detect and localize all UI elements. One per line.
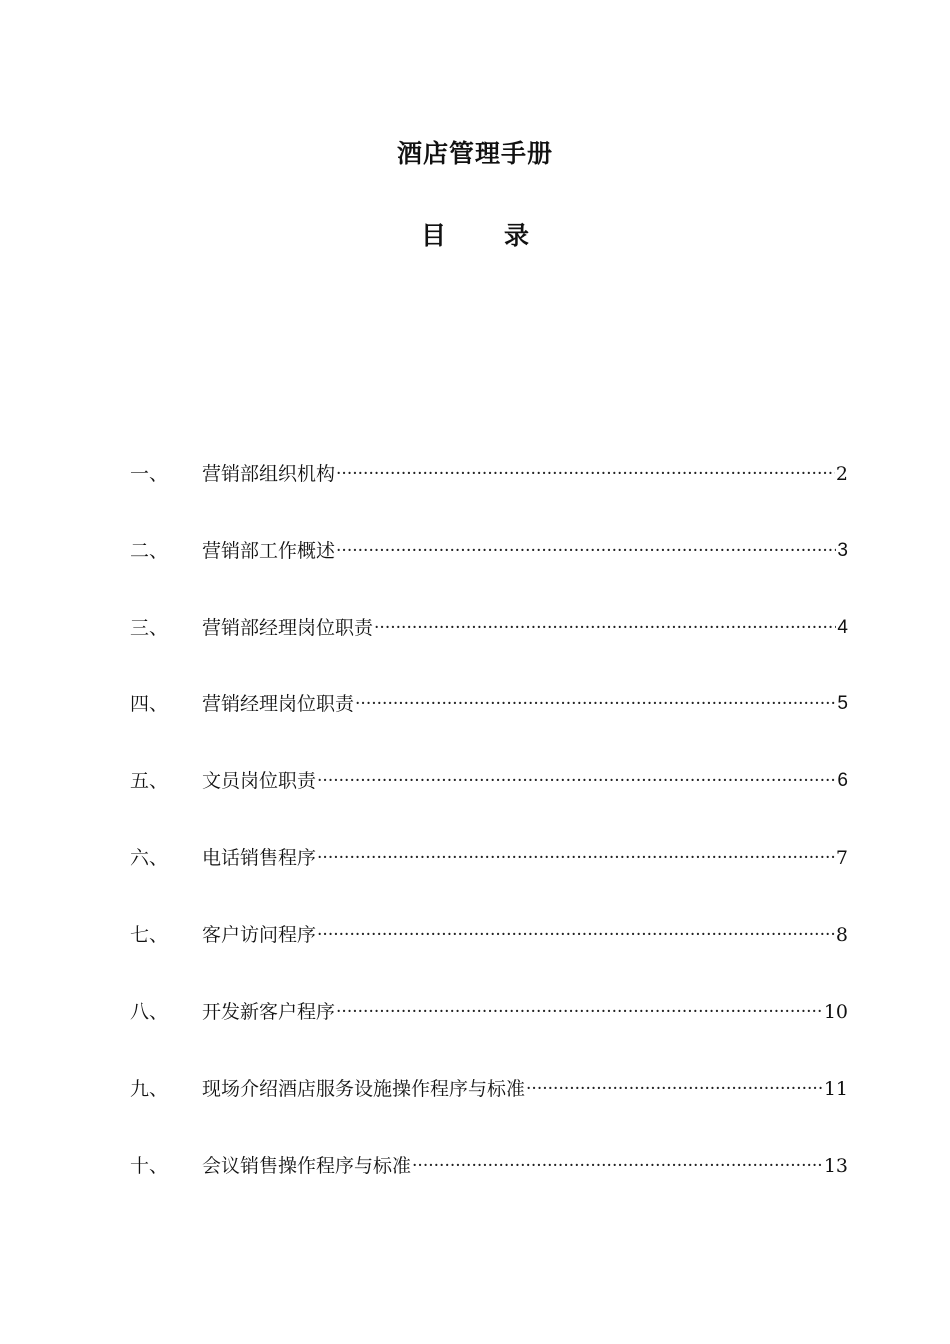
- toc-heading-right: 录: [504, 221, 530, 250]
- toc-leader-dots: [336, 999, 823, 1025]
- toc-leader-dots: [317, 922, 835, 948]
- toc-entry-number: 一、: [130, 463, 169, 485]
- toc-entry[interactable]: [130, 1076, 848, 1102]
- toc-heading: [0, 216, 950, 252]
- toc-entry-page: 7: [835, 847, 848, 869]
- toc-leader-dots: [374, 615, 836, 641]
- toc-entry-number: 七、: [130, 924, 169, 946]
- toc-entry-page: 3: [837, 540, 848, 561]
- toc-entry-page: 2: [835, 463, 848, 485]
- toc-leader-dots: [412, 1153, 823, 1179]
- toc-entry[interactable]: [130, 461, 848, 487]
- toc-entry-page: 4: [837, 617, 848, 638]
- toc-entry[interactable]: [130, 615, 848, 641]
- toc-leader-dots: [336, 461, 835, 487]
- toc-entry-number: 八、: [130, 1001, 169, 1023]
- toc-entry-number: 六、: [130, 847, 169, 869]
- toc-entry[interactable]: [130, 538, 848, 564]
- toc-entry-page: 6: [837, 770, 848, 791]
- document-title: 酒店管理手册: [396, 139, 553, 168]
- toc-entry-page: 5: [837, 693, 848, 714]
- toc-entry-number: 五、: [130, 770, 169, 792]
- toc-entry-number: 四、: [130, 693, 169, 715]
- toc-entry[interactable]: [130, 845, 848, 871]
- toc-entry-page: 11: [823, 1078, 848, 1100]
- toc-entry[interactable]: [130, 768, 848, 794]
- toc-entry-title: 客户访问程序: [202, 924, 317, 946]
- toc-entry-title: 文员岗位职责: [202, 770, 317, 792]
- toc-entry-number: 九、: [130, 1078, 169, 1100]
- toc-entry-number: 三、: [130, 617, 169, 639]
- toc-entry-title: 电话销售程序: [202, 847, 317, 869]
- toc-entry[interactable]: [130, 999, 848, 1025]
- toc-entry-page: 10: [823, 1001, 848, 1023]
- toc-entry-number: 二、: [130, 540, 169, 562]
- toc-entry-title: 营销部工作概述: [202, 540, 336, 562]
- toc-entry-page: 13: [823, 1155, 848, 1177]
- toc-leader-dots: [355, 691, 836, 717]
- toc-leader-dots: [317, 768, 836, 794]
- toc-entry-number: 十、: [130, 1155, 169, 1177]
- toc-entry-title: 现场介绍酒店服务设施操作程序与标准: [202, 1078, 526, 1100]
- toc-entry-page: 8: [835, 924, 848, 946]
- toc-leader-dots: [526, 1076, 823, 1102]
- toc-heading-left: 目: [420, 221, 446, 250]
- toc-leader-dots: [336, 538, 836, 564]
- toc-entry[interactable]: [130, 922, 848, 948]
- toc-entry[interactable]: [130, 1153, 848, 1179]
- toc-entry-title: 营销部经理岗位职责: [202, 617, 374, 639]
- toc-leader-dots: [317, 845, 835, 871]
- toc-entry[interactable]: [130, 691, 848, 717]
- toc-entry-title: 开发新客户程序: [202, 1001, 336, 1023]
- toc-entry-title: 营销经理岗位职责: [202, 693, 355, 715]
- toc-entry-title: 会议销售操作程序与标准: [202, 1155, 412, 1177]
- toc-entry-title: 营销部组织机构: [202, 463, 336, 485]
